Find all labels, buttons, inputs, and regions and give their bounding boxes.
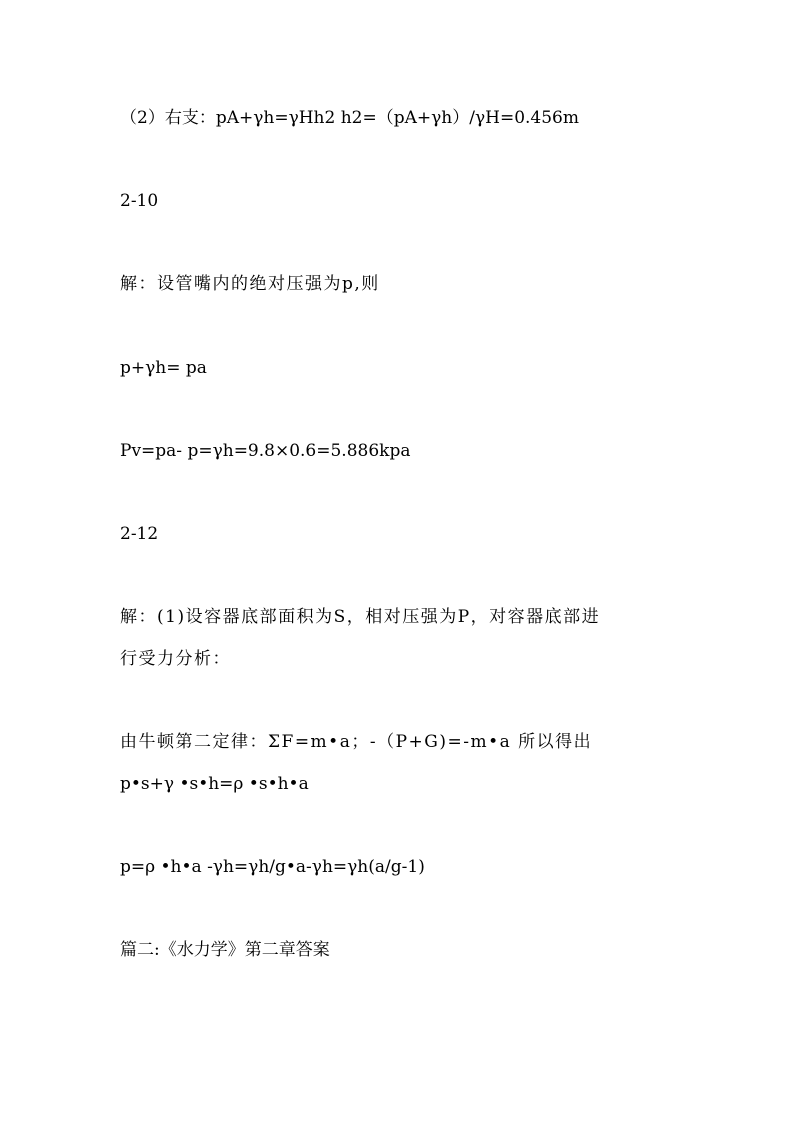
equation-line: Pv=pa- p=γh=9.8×0.6=5.886kpa: [120, 441, 411, 461]
problem-number-2-10: 2-10: [120, 191, 159, 211]
section-heading: 篇二:《水力学》第二章答案: [120, 940, 330, 960]
text-line-newton-law: 由牛顿第二定律：ΣF=m•a；-（P+G)=-m•a 所以得出: [120, 732, 593, 752]
text-line-solution-2-10: 解：设管嘴内的绝对压强为p,则: [120, 274, 380, 294]
text-line-right-branch: （2）右支：pA+γh=γHh2 h2=（pA+γh）/γH=0.456m: [120, 108, 579, 128]
equation-line: p+γh= pa: [120, 358, 207, 378]
text-line-solution-2-12-cont: 行受力分析：: [120, 649, 231, 669]
problem-number-2-12: 2-12: [120, 524, 159, 544]
equation-line: p•s+γ •s•h=ρ •s•h•a: [120, 774, 309, 794]
text-line-solution-2-12: 解：(1)设容器底部面积为S，相对压强为P，对容器底部进: [120, 607, 601, 627]
equation-line: p=ρ •h•a -γh=γh/g•a-γh=γh(a/g-1): [120, 857, 425, 877]
